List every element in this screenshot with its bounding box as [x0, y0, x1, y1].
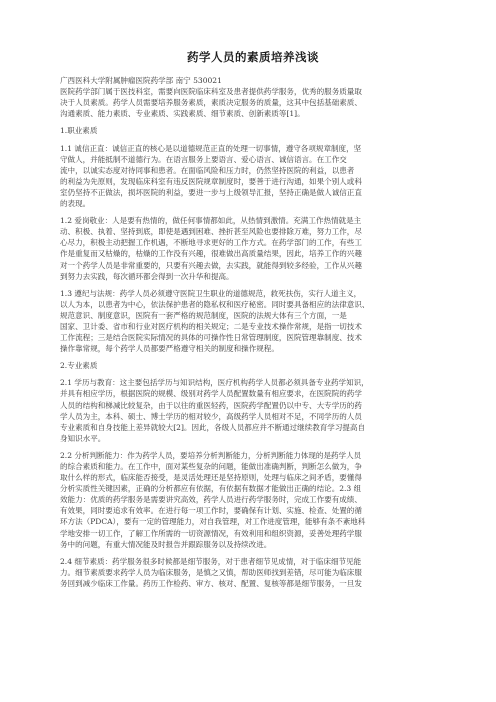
text-line: 务回到减少临床工作量。药历工作检药、审方、核对、配置、复核等都是细节服务，一旦发: [60, 578, 362, 588]
text-line: 医院药学部门属于医技科室，需要向医院临床科室及患者提供药学服务，优秀的服务质量取: [60, 87, 362, 97]
paragraph: [60, 450, 446, 550]
paragraph: [60, 288, 446, 355]
text-line: 动、积极、执着、坚持到底，即使是遇到困难、挫折甚至风险也要排除万难，努力工作，尽: [60, 227, 362, 237]
text-line: 1.1 诚信正直：诚信正直的核心是以道德规范正直的处理一切事情，遵守各项规章制度，坚: [60, 143, 362, 153]
text-line: 2.专业素质: [60, 361, 98, 371]
text-line: 决于人员素质。药学人员需要培养服务素质，素质决定服务的质量，这其中包括基础素质、: [60, 98, 362, 108]
text-line: 1.2 爱岗敬业：人是要有热情的，做任何事情都如此，从热情到激情。充满工作热情就是主: [60, 216, 362, 226]
text-line: 国家、卫计委、省市和行业对医疗机构的相关规定；二是专业技术操作常规，是指一切技术: [60, 321, 362, 331]
text-line: 到努力去实践，每次循环都会得到一次升华和提高。: [60, 271, 234, 281]
section-heading: [60, 360, 446, 371]
text-line: 操作靠常规，每个药学人员都要严格遵守相关的制度和操作规程。: [60, 344, 279, 354]
paragraph: [60, 377, 446, 444]
text-line: 以人为本，以患者为中心，依法保护患者的隐私权和医疗秘密。同时要具备相应的法律意识、: [60, 299, 370, 309]
text-line: 心尽力，积极主动把握工作机遇，不断地寻求更好的工作方式。在药学部门的工作，有些工: [60, 238, 362, 248]
text-line: 规范意识、制度意识，医院有一套严格的规范制度，医院的法规大体有三个方面，一是: [60, 310, 347, 320]
text-line: 守做人，并能抵制不道德行为。在语言服务上要语言、爱心语言、诚信语言。在工作交: [60, 154, 347, 164]
text-line: 有效果，同时要追求有效率。在进行每一项工作时，要确保有计划、实施、检查、处置的循: [60, 506, 362, 516]
paragraph: [60, 143, 446, 210]
text-line: 1.职业素质: [60, 126, 98, 136]
text-line: 学地安排一切工作，了解工作所需的一切资源情况，有效利用和组织资源，妥善处理药学服: [60, 528, 362, 538]
text-line: 专业素质和自身技能上差异就较大[2]。因此，各级人员都应并不断通过继续教育学习提高自: [60, 422, 366, 432]
text-line: 学人员为主，本科、硕士、博士学历的相对较少，高级药学人员相对不足，不同学历的人员: [60, 411, 362, 421]
text-line: 工作流程；三是结合医院实际情况的具体的可操作性日常管理制度，医院管理靠制度、技术: [60, 333, 362, 343]
text-line: 的利益为先原则，发现临床科室有违反医院规章制度时，要善于进行沟通，如果个别人或科: [60, 176, 362, 186]
section-heading: [60, 125, 446, 136]
text-line: 务中的问题，有重大情况能及时报告并跟踪服务以及持续改进。: [60, 539, 272, 549]
text-line: 环方法（PDCA），要有一定的管理能力，对自我管理，对工作进度管理，能够有条不紊地科: [60, 517, 366, 527]
paragraph: [60, 75, 446, 119]
text-line: 沟通素质、能力素质、专业素质、实践素质、细节素质、创新素质等[1]。: [60, 109, 305, 119]
text-line: 力。细节素质要求药学人员为临床服务，是慎之又慎，帮助医师找到差错，尽可能为临床服: [60, 567, 362, 577]
text-line: 流中，以诚实态度对待同事和患者。在面临风险和压力时，仍然坚持医院的利益，以患者: [60, 165, 355, 175]
document-body: [60, 75, 446, 589]
text-line: 2.4 细节素质：药学服务很多时候都是细节服务，对于患者细节见成情，对于临床细节见能: [60, 556, 362, 566]
text-line: 室仍坚持不正做法，损坏医院的利益，要进一步与上级领导汇报，坚持正确是做人诚信正直: [60, 187, 362, 197]
text-line: 作是重复而又枯燥的，枯燥的工作没有兴趣，很难做出高质量结果，因此，培养工作的兴趣: [60, 249, 362, 259]
paragraph: [60, 556, 446, 589]
text-line: 人员的结构和梯减比较复杂，由于以往的重医轻药，医院药学配置仍以中专、大专学历的药: [60, 400, 362, 410]
text-line: 的综合素质和能力。在工作中，面对某些复杂的问题，能做出准确判断，判断怎么做为，争: [60, 462, 362, 471]
document-title: 药学人员的素质培养浅谈: [187, 50, 319, 64]
text-line: 2.1 学历与教育：这主要包括学历与知识结构，医疗机构药学人员都必须具备专业药学知识，: [60, 378, 369, 388]
text-line: 1.3 遵纪与法规：药学人员必须遵守医院卫生职业的道德规范，救死扶伤，实行人道主义，: [60, 288, 362, 298]
text-line: 身知识水平。: [60, 433, 106, 443]
text-line: 2.2 分析判断能力：作为药学人员，要培养分析判断能力，分析判断能力体现的是药学人员: [60, 450, 362, 460]
text-line: 分析实质性关键因素，正确的分析都应有依据，有依据有数据才能做出正确的结论。2.3 组: [60, 484, 362, 494]
text-line: 广西医科大学附属肿瘤医院药学部 南宁 530021: [60, 76, 222, 86]
paragraph: [60, 215, 446, 282]
text-line: 的表现。: [60, 199, 91, 209]
text-line: 对一个药学人员是非常重要的，只要有兴趣去做，去实践，就能得到较多经验，工作从兴趣: [60, 260, 362, 270]
text-line: 效能力：优质的药学服务是需要讲究高效，药学人员进行药学服务时，完成工作要有成绩、: [60, 495, 362, 505]
text-line: 并具有相应学历，根据医院的规模、级别对药学人员配置数量有相应要求，在医院院的药学: [60, 389, 362, 399]
text-line: 取什么样的形式，临床能否接受，是灵活处理还是坚持原则，处理与临床之间矛盾，要懂得: [60, 473, 362, 483]
